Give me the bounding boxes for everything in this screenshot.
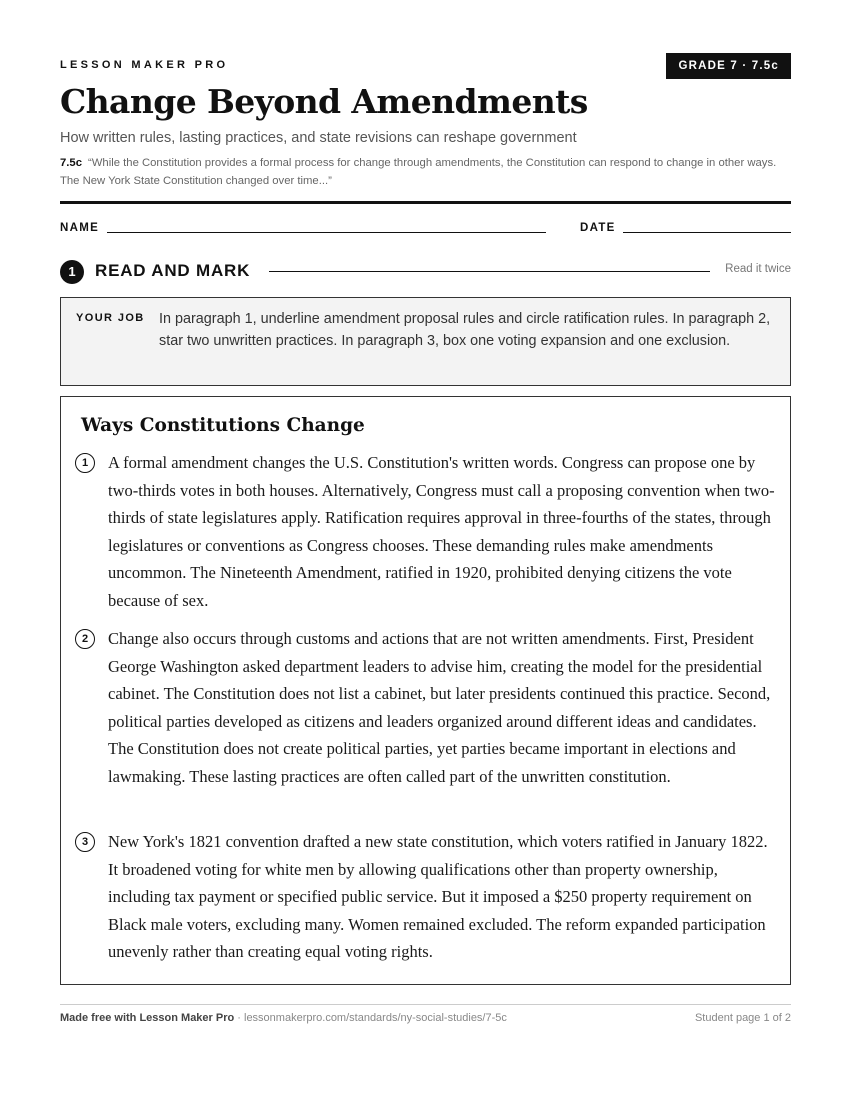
name-label: NAME	[60, 222, 100, 234]
paragraph: A formal amendment changes the U.S. Constitution's written words. Congress can propose one by two-thirds votes in both houses. Alternatively, Congress must call a proposing convention when two-thirds of state legislatures apply. Ratification requires approval in three-fourths of the states, through legislatures or conventions as Congress chooses. These demanding rules make amendments uncommon. The Nineteenth Amendment, ratified in 1920, prohibited denying citizens the vote because of sex.	[108, 453, 775, 610]
section-title: READ AND MARK	[95, 261, 251, 280]
section-divider	[269, 271, 710, 272]
brand-name: LESSON MAKER PRO	[60, 59, 229, 71]
your-job-text: In paragraph 1, underline amendment proposal rules and circle ratification rules. In paragraph 2, star two unwritten practices. In paragraph 3, box one voting expansion and one exclusion.	[159, 311, 771, 349]
paragraph-number: 1	[75, 453, 95, 473]
footer-separator: ·	[234, 1012, 244, 1024]
passage-title: Ways Constitutions Change	[81, 415, 365, 436]
name-field[interactable]	[107, 232, 546, 233]
paragraph: New York's 1821 convention drafted a new state constitution, which voters ratified in January 1822. It broadened voting for white men by allowing qualifications other than property ownership, including tax payment or specified public service. But it imposed a $250 property requirement on Black male voters, excluding many. Women remained excluded. The reform expanded participation unevenly rather than creating equal voting rights.	[108, 832, 768, 962]
page-indicator: Student page 1 of 2	[694, 1012, 791, 1024]
date-field[interactable]	[623, 232, 791, 233]
paragraph-number: 2	[75, 629, 95, 649]
section-number-badge: 1	[60, 260, 84, 284]
worksheet-page	[60, 0, 791, 1100]
date-label: DATE	[580, 222, 616, 234]
your-job-box	[60, 297, 791, 386]
page-title: Change Beyond Amendments	[60, 82, 588, 121]
footer-url[interactable]: lessonmakerpro.com/standards/ny-social-studies/7-5c	[244, 1012, 507, 1024]
header-divider	[60, 201, 791, 204]
standard-text: “While the Constitution provides a formal process for change through amendments, the Constitution can respond to change in other ways. The New York State Constitution changed over time...”	[60, 157, 777, 187]
section-note: Read it twice	[725, 263, 791, 275]
footer-made-with: Made free with Lesson Maker Pro	[60, 1012, 235, 1024]
paragraph: Change also occurs through customs and actions that are not written amendments. First, President George Washington asked department leaders to advise him, creating the model for the presidential cabinet. The Constitution does not list a cabinet, but later presidents continued this practice. Second, political parties developed as citizens and leaders organized around different ideas and candidates. The Constitution does not create political parties, yet parties became important in elections and lawmaking. These lasting practices are often called part of the unwritten constitution.	[108, 629, 771, 786]
reading-passage	[60, 396, 791, 985]
page-subtitle: How written rules, lasting practices, and state revisions can reshape government	[60, 130, 577, 146]
standard-code: 7.5c	[60, 157, 82, 169]
paragraph-number: 3	[75, 832, 95, 852]
grade-badge: GRADE 7 · 7.5c	[666, 53, 791, 79]
footer-credit	[60, 1012, 507, 1024]
your-job-label: YOUR JOB	[76, 312, 145, 324]
standard-quote	[60, 155, 791, 190]
footer-divider	[60, 1004, 791, 1005]
